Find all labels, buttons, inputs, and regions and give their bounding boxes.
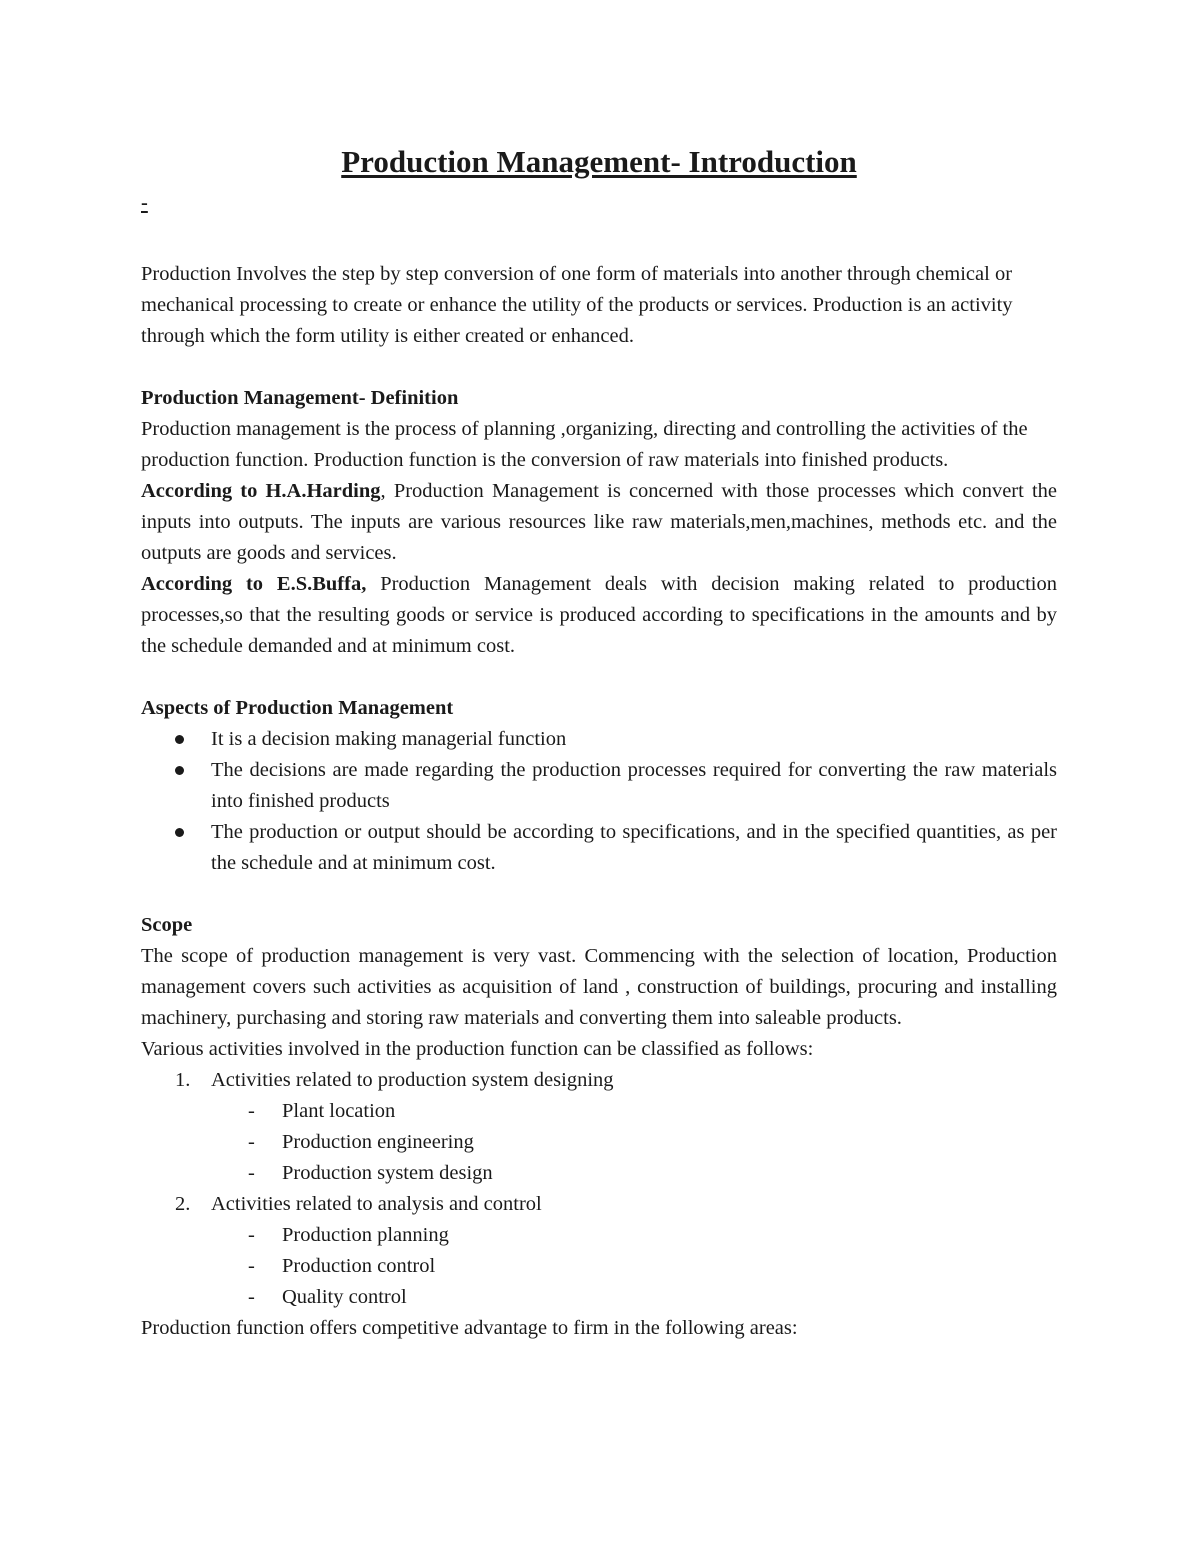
list-item-text: The decisions are made regarding the production processes required for converting the raw materials into finished products	[211, 759, 1057, 812]
dash-marker: -	[248, 1255, 255, 1277]
list-number: 2.	[175, 1193, 191, 1215]
sub-list-item	[211, 1158, 1057, 1189]
list-item	[141, 1065, 1057, 1189]
harding-label: According to H.A.Harding	[141, 480, 381, 502]
spacer	[141, 352, 1057, 383]
sub-list-item-text: Production planning	[282, 1224, 449, 1246]
list-number: 1.	[175, 1069, 191, 1091]
dash-marker: -	[248, 1131, 255, 1153]
list-item-text: The production or output should be according to specifications, and in the specified quantities, as per the schedule and at minimum cost.	[211, 821, 1057, 874]
document-page	[141, 140, 1057, 1344]
dash-marker: -	[248, 1286, 255, 1308]
definition-heading: Production Management- Definition	[141, 387, 459, 409]
scope-heading: Scope	[141, 914, 193, 936]
list-item-text: It is a decision making managerial function	[211, 728, 567, 750]
dash-marker: -	[248, 1100, 255, 1122]
dash-marker: -	[248, 1162, 255, 1184]
sub-list	[211, 1096, 1057, 1189]
buffa-paragraph	[141, 569, 1057, 662]
sub-list-item-text: Production control	[282, 1255, 436, 1277]
scope-paragraph: The scope of production management is very vast. Commencing with the selection of location, Production management covers such activities as acquisition of land , construction of buildings, procuring and installing machinery, purchasing and storing raw materials and converting them into saleable products.	[141, 945, 1057, 1029]
buffa-text: Production Management deals with decision making related to production processes,so that the resulting goods or service is produced according to specifications in the amounts and by the schedule demanded and at minimum cost.	[141, 573, 1057, 657]
sub-list-item	[211, 1096, 1057, 1127]
definition-paragraph: Production management is the process of planning ,organizing, directing and controlling the activities of the production function. Production function is the conversion of raw materials into finished products.	[141, 418, 1028, 471]
bullet-icon	[175, 735, 184, 744]
aspects-heading: Aspects of Production Management	[141, 697, 454, 719]
spacer	[141, 879, 1057, 910]
spacer	[141, 662, 1057, 693]
harding-text: , Production Management is concerned with those processes which convert the inputs into outputs. The inputs are various resources like raw materials,men,machines, methods etc. and the outputs are goods and services.	[141, 480, 1058, 564]
dash-marker: -	[248, 1224, 255, 1246]
list-item	[141, 724, 1057, 755]
list-item	[141, 1189, 1057, 1313]
harding-paragraph	[141, 476, 1057, 569]
intro-paragraph: Production Involves the step by step conversion of one form of materials into another through chemical or mechanical processing to create or enhance the utility of the products or services. Production is an activity through which the form utility is either created or enhanced.	[141, 263, 1013, 347]
classify-paragraph: Various activities involved in the production function can be classified as follows:	[141, 1038, 814, 1060]
sub-list-item	[211, 1220, 1057, 1251]
buffa-label: According to E.S.Buffa,	[141, 573, 367, 595]
list-item-text: Activities related to analysis and control	[211, 1193, 542, 1215]
bullet-icon	[175, 828, 184, 837]
sub-list-item-text: Plant location	[282, 1100, 396, 1122]
sub-list-item	[211, 1127, 1057, 1158]
sub-list-item	[211, 1282, 1057, 1313]
closing-paragraph: Production function offers competitive advantage to firm in the following areas:	[141, 1317, 798, 1339]
list-item-text: Activities related to production system designing	[211, 1069, 614, 1091]
sub-list-item-text: Production system design	[282, 1162, 493, 1184]
spacer	[141, 228, 1057, 259]
aspects-list	[141, 724, 1057, 879]
page-title: Production Management- Introduction	[341, 144, 857, 179]
list-item	[141, 817, 1057, 879]
bullet-icon	[175, 766, 184, 775]
list-item	[141, 755, 1057, 817]
activities-list	[141, 1065, 1057, 1313]
sub-list	[211, 1220, 1057, 1313]
sub-list-item-text: Quality control	[282, 1286, 407, 1308]
sub-list-item-text: Production engineering	[282, 1131, 474, 1153]
title-dash: -	[141, 192, 148, 214]
sub-list-item	[211, 1251, 1057, 1282]
